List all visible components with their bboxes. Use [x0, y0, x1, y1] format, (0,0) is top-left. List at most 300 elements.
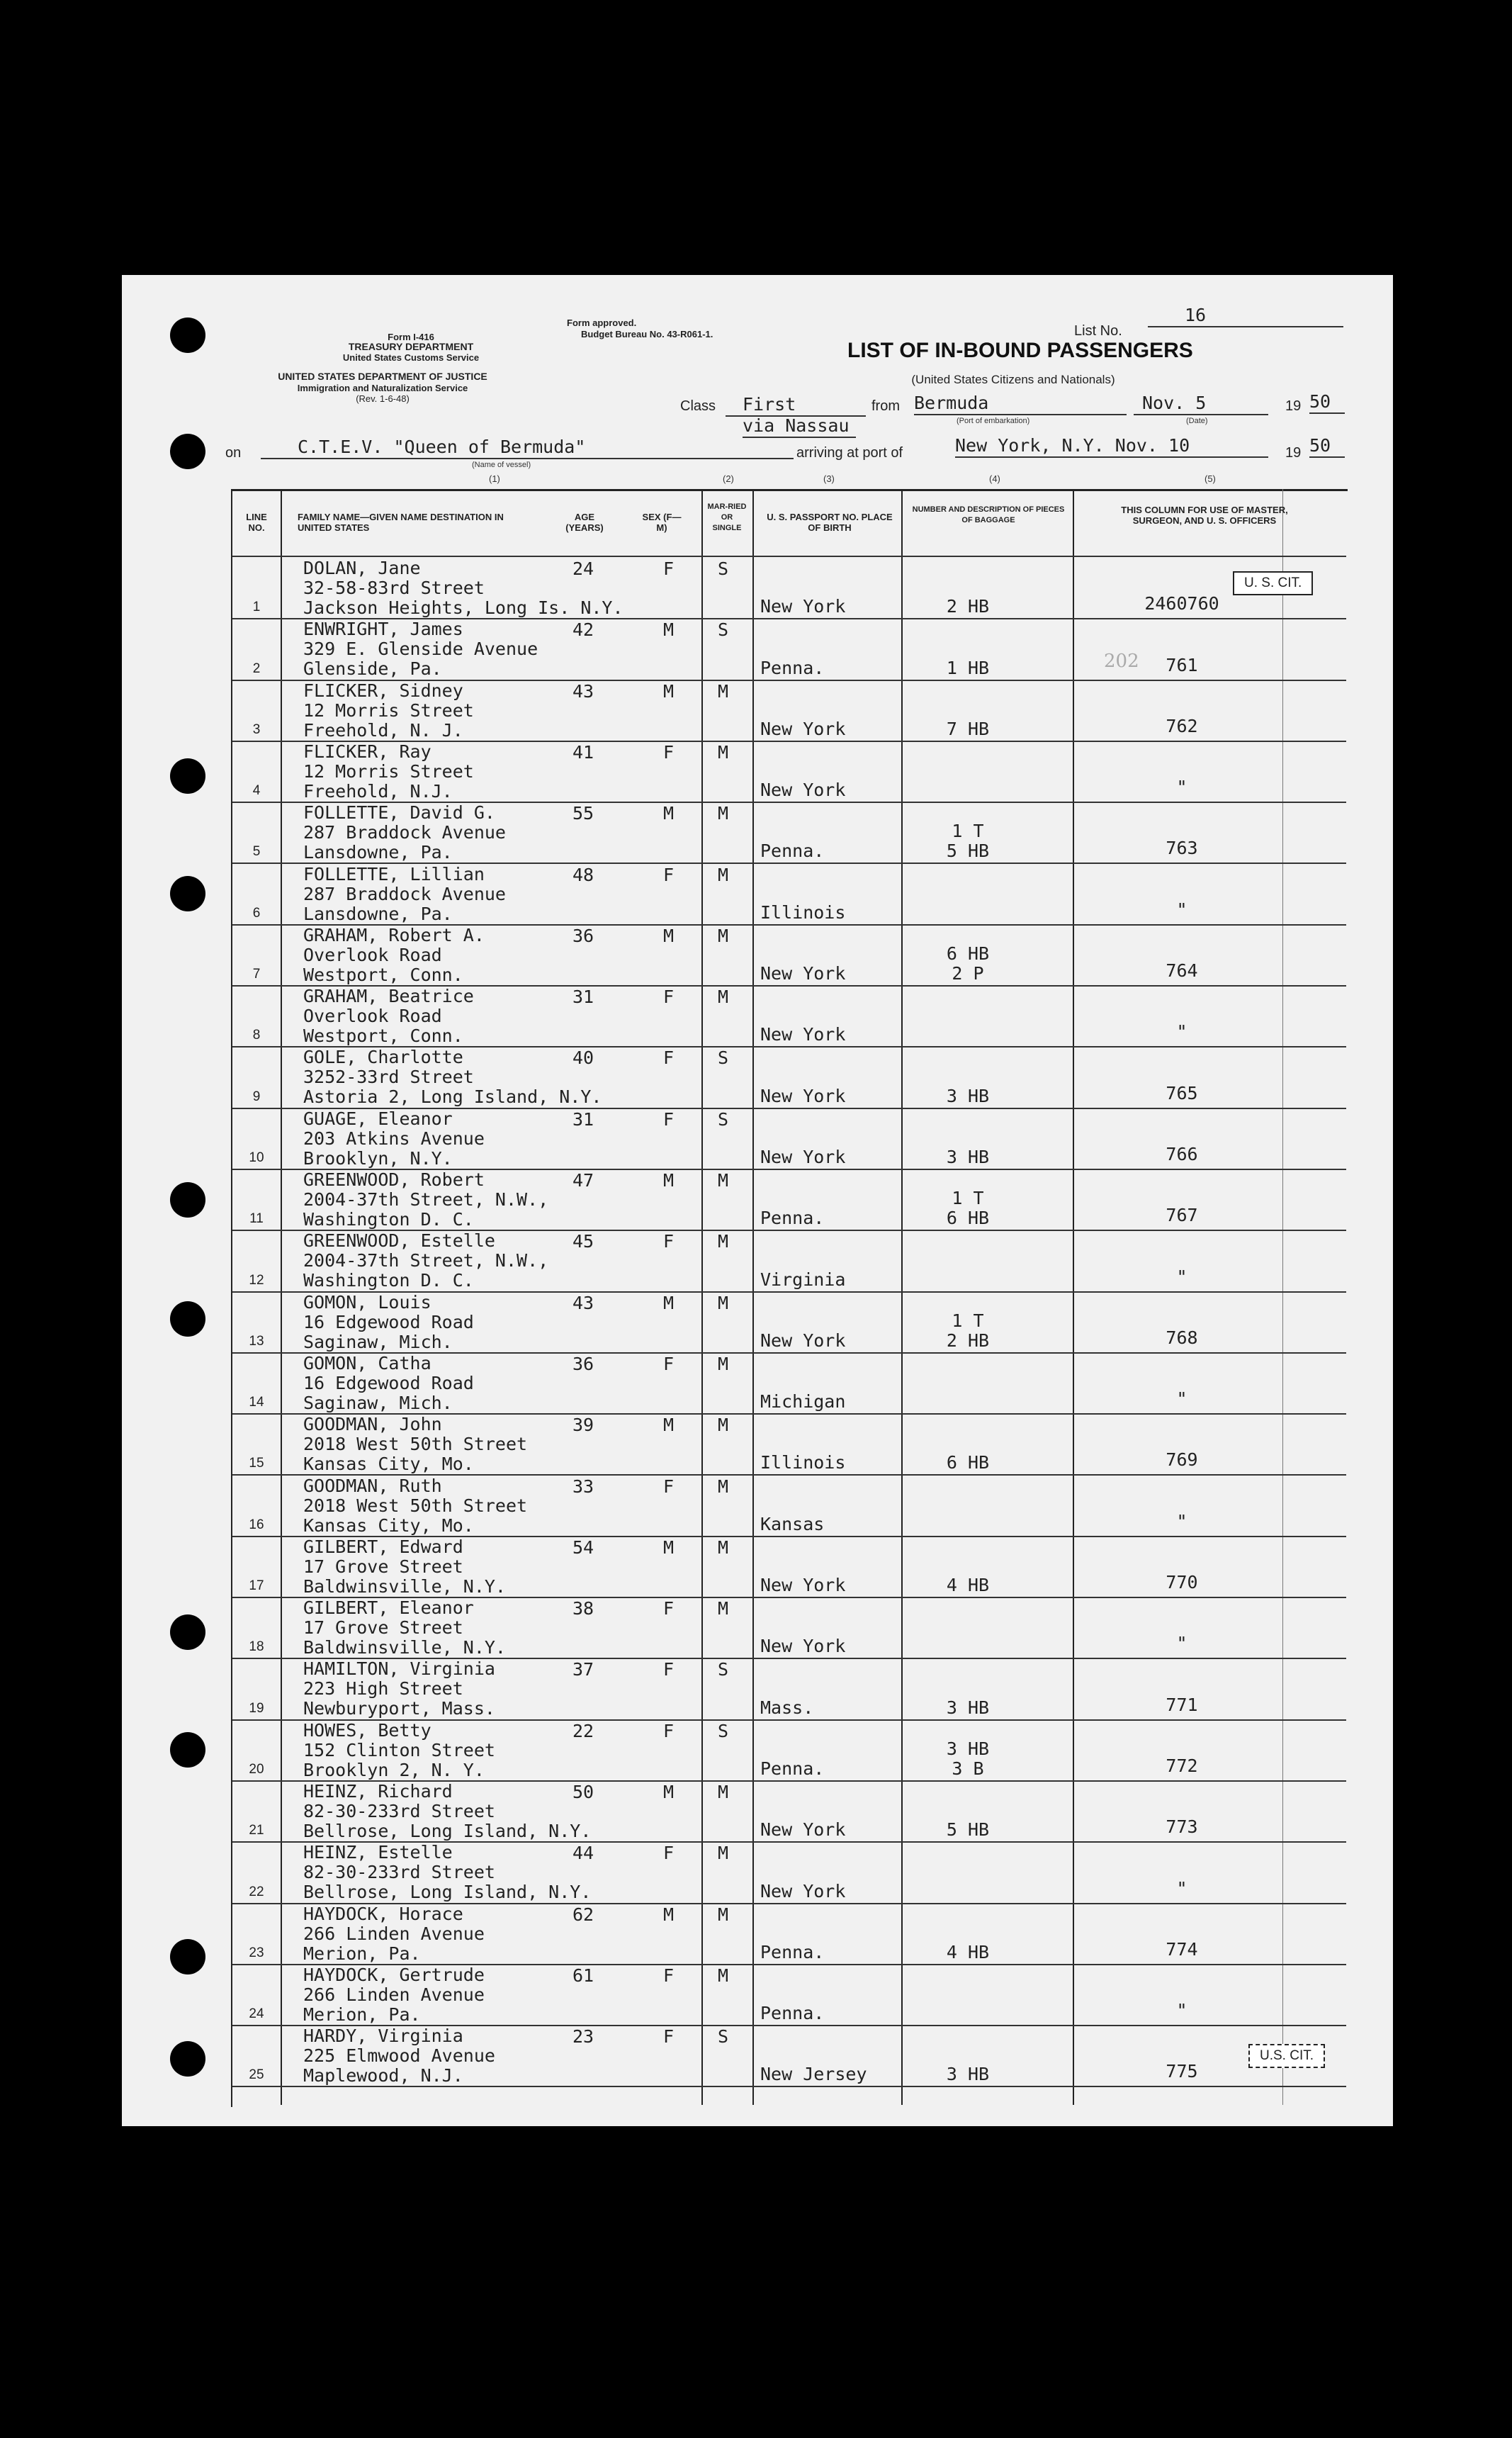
passenger-name: GRAHAM, Robert A.: [303, 924, 485, 945]
address-line: Kansas City, Mo.: [303, 1515, 474, 1536]
line-number: 1: [252, 600, 261, 615]
table-row: [232, 741, 1346, 803]
age-cell: 43: [572, 1292, 594, 1313]
officer-cell: ": [1176, 1266, 1187, 1287]
age-cell: 22: [572, 1720, 594, 1741]
from-field: Bermuda: [914, 393, 1127, 415]
passenger-name: HEINZ, Estelle: [303, 1842, 453, 1863]
birthplace-cell: Kansas: [760, 1513, 825, 1534]
passenger-name: GOMON, Catha: [303, 1352, 431, 1374]
baggage-cell: 2 HB: [946, 596, 990, 617]
table-row: [232, 1597, 1346, 1659]
birthplace-cell: Michigan: [760, 1391, 846, 1412]
dept-treasury: TREASURY DEPARTMENT: [348, 341, 474, 352]
age-cell: 23: [572, 2026, 594, 2047]
name-cell: [303, 1047, 602, 1107]
line-number: 11: [249, 1211, 264, 1227]
baggage-cell: 1 T 2 HB: [946, 1310, 990, 1351]
table-row: [232, 1352, 1346, 1415]
table-row: [232, 680, 1346, 742]
age-cell: 45: [572, 1231, 594, 1252]
name-cell: [303, 1965, 485, 2025]
address-line: Westport, Conn.: [303, 964, 463, 985]
baggage-cell: 3 HB: [946, 1146, 990, 1167]
passenger-name: GOMON, Louis: [303, 1291, 431, 1313]
marital-cell: M: [718, 864, 729, 885]
officer-cell: 771: [1166, 1694, 1198, 1715]
sex-cell: M: [663, 1292, 675, 1313]
name-cell: [303, 1231, 548, 1291]
officer-cell: 772: [1166, 1755, 1198, 1776]
dept-customs: United States Customs Service: [342, 352, 480, 363]
table-row: [232, 924, 1346, 987]
marital-cell: M: [718, 741, 729, 763]
line-number: 23: [249, 1945, 264, 1960]
arriving-label: arriving at port of: [796, 445, 903, 461]
officer-cell: 773: [1166, 1816, 1198, 1838]
address-line: Maplewood, N.J.: [303, 2065, 463, 2086]
officer-cell: ": [1176, 1633, 1187, 1654]
address-line: Merion, Pa.: [303, 1943, 421, 1964]
address-line: 287 Braddock Avenue: [303, 883, 506, 904]
table-row: [232, 1169, 1346, 1231]
address-line: Brooklyn 2, N. Y.: [303, 1759, 485, 1780]
baggage-cell: 3 HB: [946, 1697, 990, 1718]
age-cell: 36: [572, 1353, 594, 1374]
name-cell: [303, 1721, 495, 1780]
sex-cell: F: [663, 1353, 675, 1374]
name-cell: [303, 1659, 495, 1719]
pencil-annotation: 202: [1104, 651, 1139, 672]
address-line: Glenside, Pa.: [303, 658, 442, 680]
age-cell: 38: [572, 1598, 594, 1619]
officer-cell: ": [1176, 2000, 1187, 2021]
name-cell: [303, 1293, 474, 1352]
marital-cell: S: [718, 619, 729, 641]
birthplace-cell: Virginia: [760, 1269, 846, 1290]
passenger-name: FOLLETTE, Lillian: [303, 863, 485, 884]
dept-justice: UNITED STATES DEPARTMENT OF JUSTICE: [278, 371, 487, 382]
baggage-cell: 3 HB 3 B: [946, 1738, 990, 1779]
punch-hole: [170, 2041, 205, 2077]
marital-cell: M: [718, 1476, 729, 1497]
marital-cell: M: [718, 1904, 729, 1925]
passenger-name: HARDY, Virginia: [303, 2026, 463, 2047]
name-cell: [303, 1537, 506, 1597]
address-line: 2004-37th Street, N.W.,: [303, 1250, 549, 1271]
table-row: [232, 863, 1346, 926]
officer-cell: ": [1176, 1388, 1187, 1410]
birthplace-cell: New York: [760, 1085, 846, 1106]
on-label: on: [225, 445, 242, 461]
birthplace-cell: New Jersey: [760, 2064, 867, 2085]
name-cell: [303, 1904, 485, 1964]
address-line: Bellrose, Long Island, N.Y.: [303, 1882, 592, 1903]
table-row: [232, 1903, 1346, 1965]
punch-hole: [170, 318, 205, 353]
column-header-sex: SEX (F—M): [642, 512, 682, 533]
marital-cell: M: [718, 1843, 729, 1864]
name-cell: [303, 1843, 591, 1902]
birthplace-cell: New York: [760, 1575, 846, 1596]
address-line: 225 Elmwood Avenue: [303, 2045, 495, 2067]
table-row: [232, 1719, 1346, 1782]
column-header-line: LINE NO.: [246, 512, 267, 533]
class-field: First: [726, 394, 866, 417]
name-cell: [303, 558, 624, 618]
line-number: 22: [249, 1884, 264, 1899]
line-number: 24: [249, 2006, 264, 2022]
address-line: 17 Grove Street: [303, 1617, 463, 1639]
date-note: (Date): [1186, 417, 1208, 425]
age-cell: 41: [572, 741, 594, 763]
name-cell: [303, 742, 474, 802]
line-number: 21: [249, 1823, 264, 1838]
sex-cell: F: [663, 558, 675, 579]
name-cell: [303, 926, 485, 985]
passenger-name: GOODMAN, John: [303, 1414, 442, 1435]
passenger-name: HEINZ, Richard: [303, 1781, 453, 1802]
officer-cell: 764: [1166, 960, 1198, 982]
passenger-name: GILBERT, Edward: [303, 1536, 463, 1557]
officer-cell: 770: [1166, 1572, 1198, 1593]
age-cell: 43: [572, 680, 594, 702]
marital-cell: M: [718, 1170, 729, 1191]
baggage-cell: 1 HB: [946, 657, 990, 678]
address-line: Brooklyn, N.Y.: [303, 1147, 453, 1169]
officer-cell: ": [1176, 1510, 1187, 1532]
officer-cell: 767: [1166, 1205, 1198, 1226]
column-number-1: (1): [489, 473, 500, 484]
address-line: Washington D. C.: [303, 1209, 474, 1230]
arrival-year-field: 50: [1309, 435, 1345, 458]
line-number: 6: [252, 905, 261, 921]
column-header-officers: THIS COLUMN FOR USE OF MASTER, SURGEON, AND U. S. OFFICERS: [1121, 505, 1288, 526]
address-line: 16 Edgewood Road: [303, 1372, 474, 1393]
passenger-name: FLICKER, Ray: [303, 741, 431, 762]
marital-cell: M: [718, 803, 729, 824]
address-line: Merion, Pa.: [303, 2004, 421, 2025]
officer-cell: ": [1176, 1021, 1187, 1043]
birthplace-cell: New York: [760, 780, 846, 801]
age-cell: 37: [572, 1659, 594, 1680]
punch-hole: [170, 1301, 205, 1337]
sex-cell: M: [663, 1170, 675, 1191]
sex-cell: F: [663, 2026, 675, 2047]
sex-cell: F: [663, 1476, 675, 1497]
name-cell: [303, 1598, 506, 1658]
page-title: LIST OF IN-BOUND PASSENGERS: [847, 339, 1193, 362]
table-row: [232, 1475, 1346, 1537]
name-cell: [303, 681, 474, 741]
line-number: 7: [252, 967, 261, 982]
list-no-label: List No.: [1074, 323, 1122, 339]
sex-cell: F: [663, 1231, 675, 1252]
column-number-4: (4): [989, 473, 1000, 484]
budget-bureau: Budget Bureau No. 43-R061-1.: [581, 329, 713, 339]
line-number: 2: [252, 661, 261, 676]
sex-cell: M: [663, 803, 675, 824]
address-line: 287 Braddock Avenue: [303, 822, 506, 843]
table-row: [232, 1413, 1346, 1476]
baggage-cell: 4 HB: [946, 1575, 990, 1596]
sex-cell: F: [663, 1965, 675, 1986]
column-header-married: MAR-RIED OR SINGLE: [707, 502, 747, 532]
age-cell: 31: [572, 987, 594, 1008]
age-cell: 50: [572, 1782, 594, 1802]
passenger-name: HAYDOCK, Horace: [303, 1903, 463, 1924]
address-line: 152 Clinton Street: [303, 1739, 495, 1760]
sex-cell: F: [663, 1047, 675, 1069]
address-line: Saginaw, Mich.: [303, 1392, 453, 1413]
birthplace-cell: Mass.: [760, 1697, 814, 1718]
address-line: Astoria 2, Long Island, N.Y.: [303, 1086, 602, 1108]
table-row: [232, 1964, 1346, 2026]
address-line: Lansdowne, Pa.: [303, 842, 453, 863]
marital-cell: M: [718, 1598, 729, 1619]
form-approved: Form approved.: [567, 318, 637, 328]
line-number: 18: [249, 1639, 264, 1655]
birthplace-cell: Illinois: [760, 1452, 846, 1473]
sex-cell: M: [663, 1415, 675, 1436]
birthplace-cell: New York: [760, 718, 846, 739]
marital-cell: M: [718, 1965, 729, 1986]
passenger-name: GOLE, Charlotte: [303, 1047, 463, 1068]
officer-cell: 775: [1166, 2061, 1198, 2082]
line-number: 25: [249, 2067, 264, 2083]
officer-cell: 766: [1166, 1143, 1198, 1164]
passenger-name: ENWRIGHT, James: [303, 619, 463, 640]
sex-cell: M: [663, 925, 675, 946]
sex-cell: M: [663, 1904, 675, 1925]
line-number: 19: [249, 1700, 264, 1716]
age-cell: 54: [572, 1537, 594, 1558]
age-cell: 55: [572, 803, 594, 824]
line-number: 20: [249, 1761, 264, 1777]
name-cell: [303, 1415, 527, 1474]
name-cell: [303, 1476, 527, 1536]
baggage-cell: 3 HB: [946, 1085, 990, 1106]
officer-cell: ": [1176, 1877, 1187, 1899]
age-cell: 24: [572, 558, 594, 579]
us-citizen-stamp: U. S. CIT.: [1233, 571, 1313, 595]
name-cell: [303, 619, 538, 679]
age-cell: 48: [572, 864, 594, 885]
punch-hole: [170, 758, 205, 794]
name-cell: [303, 1354, 474, 1413]
name-cell: [303, 1170, 548, 1230]
sex-cell: F: [663, 1659, 675, 1680]
birthplace-cell: Illinois: [760, 901, 846, 923]
address-line: 329 E. Glenside Avenue: [303, 639, 538, 660]
table-row: [232, 802, 1346, 864]
age-cell: 44: [572, 1843, 594, 1864]
name-cell: [303, 1782, 591, 1841]
column-number-2: (2): [723, 473, 734, 484]
class-label: Class: [680, 398, 716, 414]
birthplace-cell: New York: [760, 596, 846, 617]
table-row: [232, 1780, 1346, 1843]
address-line: 12 Morris Street: [303, 700, 474, 721]
sex-cell: F: [663, 1108, 675, 1130]
dept-ins: Immigration and Naturalization Service: [297, 383, 468, 393]
marital-cell: M: [718, 1292, 729, 1313]
column-header-name: FAMILY NAME—GIVEN NAME DESTINATION IN UNITED STATES: [298, 512, 504, 533]
address-line: Baldwinsville, N.Y.: [303, 1637, 506, 1658]
officer-cell: ": [1176, 899, 1187, 920]
address-line: 3252-33rd Street: [303, 1067, 474, 1088]
age-cell: 39: [572, 1415, 594, 1436]
punch-hole: [170, 1182, 205, 1218]
baggage-cell: 1 T 6 HB: [946, 1188, 990, 1229]
marital-cell: M: [718, 1415, 729, 1436]
sex-cell: M: [663, 619, 675, 641]
age-cell: 62: [572, 1904, 594, 1925]
passenger-name: GILBERT, Eleanor: [303, 1597, 474, 1619]
passenger-name: GREENWOOD, Estelle: [303, 1230, 495, 1252]
column-number-5: (5): [1204, 473, 1216, 484]
line-number: 5: [252, 844, 261, 860]
marital-cell: M: [718, 1537, 729, 1558]
age-cell: 42: [572, 619, 594, 641]
arrival-year-prefix: 19: [1285, 445, 1302, 461]
punch-hole: [170, 1614, 205, 1650]
passenger-name: GOODMAN, Ruth: [303, 1475, 442, 1496]
vessel-field: C.T.E.V. "Queen of Bermuda": [261, 437, 794, 459]
marital-cell: S: [718, 558, 729, 579]
baggage-cell: 4 HB: [946, 1941, 990, 1962]
birthplace-cell: Penna.: [760, 1208, 825, 1229]
birthplace-cell: New York: [760, 1146, 846, 1167]
line-number: 14: [249, 1395, 264, 1410]
column-header-age: AGE (YEARS): [565, 512, 604, 533]
address-line: 17 Grove Street: [303, 1556, 463, 1577]
age-cell: 40: [572, 1047, 594, 1069]
address-line: 223 High Street: [303, 1678, 463, 1700]
address-line: 32-58-83rd Street: [303, 578, 485, 598]
age-cell: 33: [572, 1476, 594, 1497]
address-line: 266 Linden Avenue: [303, 1984, 485, 2005]
table-row: [232, 1536, 1346, 1598]
punch-hole: [170, 1939, 205, 1974]
birthplace-cell: New York: [760, 1880, 846, 1901]
name-cell: [303, 803, 506, 863]
form-revision: (Rev. 1-6-48): [356, 393, 410, 404]
name-cell: [303, 865, 506, 924]
address-line: Overlook Road: [303, 1006, 442, 1027]
sex-cell: M: [663, 1537, 675, 1558]
birthplace-cell: New York: [760, 963, 846, 984]
from-label: from: [871, 398, 900, 414]
address-line: Overlook Road: [303, 944, 442, 965]
table-row: [232, 1658, 1346, 1720]
marital-cell: S: [718, 1720, 729, 1741]
marital-cell: M: [718, 987, 729, 1008]
column-header-passport: U. S. PASSPORT NO. PLACE OF BIRTH: [767, 512, 893, 533]
table-row: [232, 1108, 1346, 1170]
officer-cell: 769: [1166, 1449, 1198, 1471]
passenger-name: GREENWOOD, Robert: [303, 1169, 485, 1190]
line-number: 3: [252, 721, 261, 737]
address-line: Kansas City, Mo.: [303, 1454, 474, 1475]
address-line: 16 Edgewood Road: [303, 1311, 474, 1332]
address-line: 2018 West 50th Street: [303, 1434, 528, 1455]
address-line: Washington D. C.: [303, 1270, 474, 1291]
address-line: Baldwinsville, N.Y.: [303, 1575, 506, 1597]
line-number: 13: [249, 1333, 264, 1349]
marital-cell: M: [718, 1353, 729, 1374]
punch-hole: [170, 434, 205, 469]
vessel-note: (Name of vessel): [472, 461, 531, 469]
marital-cell: S: [718, 1108, 729, 1130]
passenger-name: FOLLETTE, David G.: [303, 802, 495, 824]
birthplace-cell: Penna.: [760, 1758, 825, 1779]
address-line: Freehold, N. J.: [303, 719, 463, 741]
table-row: [232, 1046, 1346, 1108]
officer-cell: 768: [1166, 1327, 1198, 1348]
name-cell: [303, 1109, 485, 1169]
officer-cell: 2460760: [1144, 593, 1219, 614]
marital-cell: S: [718, 1659, 729, 1680]
table-row: [232, 2025, 1346, 2087]
sex-cell: F: [663, 864, 675, 885]
date-field: Nov. 5: [1134, 393, 1268, 415]
sex-cell: F: [663, 741, 675, 763]
year-prefix: 19: [1285, 398, 1302, 414]
address-line: 12 Morris Street: [303, 760, 474, 782]
marital-cell: S: [718, 1047, 729, 1069]
birthplace-cell: New York: [760, 1024, 846, 1045]
address-line: 266 Linden Avenue: [303, 1923, 485, 1944]
line-number: 9: [252, 1089, 261, 1104]
address-line: Bellrose, Long Island, N.Y.: [303, 1821, 592, 1841]
line-number: 16: [249, 1517, 264, 1532]
birthplace-cell: New York: [760, 1636, 846, 1657]
column-header-baggage: NUMBER AND DESCRIPTION OF PIECES OF BAGGAGE: [912, 505, 1065, 524]
class-via-field: via Nassau: [743, 415, 856, 438]
marital-cell: M: [718, 680, 729, 702]
passenger-name: GRAHAM, Beatrice: [303, 986, 474, 1007]
sex-cell: M: [663, 680, 675, 702]
age-cell: 31: [572, 1108, 594, 1130]
line-number: 17: [249, 1578, 264, 1594]
address-line: Freehold, N.J.: [303, 780, 453, 802]
marital-cell: S: [718, 2026, 729, 2047]
line-number: 15: [249, 1456, 264, 1471]
birthplace-cell: New York: [760, 1330, 846, 1351]
us-citizen-stamp-bottom: U.S. CIT.: [1248, 2044, 1325, 2068]
table-row: [232, 1841, 1346, 1904]
passenger-name: HAMILTON, Virginia: [303, 1658, 495, 1680]
address-line: 203 Atkins Avenue: [303, 1128, 485, 1149]
birthplace-cell: New York: [760, 1819, 846, 1841]
birthplace-cell: Penna.: [760, 657, 825, 678]
address-line: Saginaw, Mich.: [303, 1331, 453, 1352]
line-number: 4: [252, 783, 261, 799]
passenger-name: HOWES, Betty: [303, 1719, 431, 1741]
officer-cell: 774: [1166, 1938, 1198, 1960]
name-cell: [303, 2026, 495, 2086]
page-subtitle: (United States Citizens and Nationals): [911, 373, 1115, 386]
name-cell: [303, 987, 474, 1046]
form-number: Form I-416: [388, 332, 434, 342]
marital-cell: M: [718, 1231, 729, 1252]
sex-cell: F: [663, 987, 675, 1008]
age-cell: 36: [572, 925, 594, 946]
sex-cell: F: [663, 1720, 675, 1741]
address-line: Newburyport, Mass.: [303, 1698, 495, 1719]
passenger-name: DOLAN, Jane: [303, 558, 421, 578]
